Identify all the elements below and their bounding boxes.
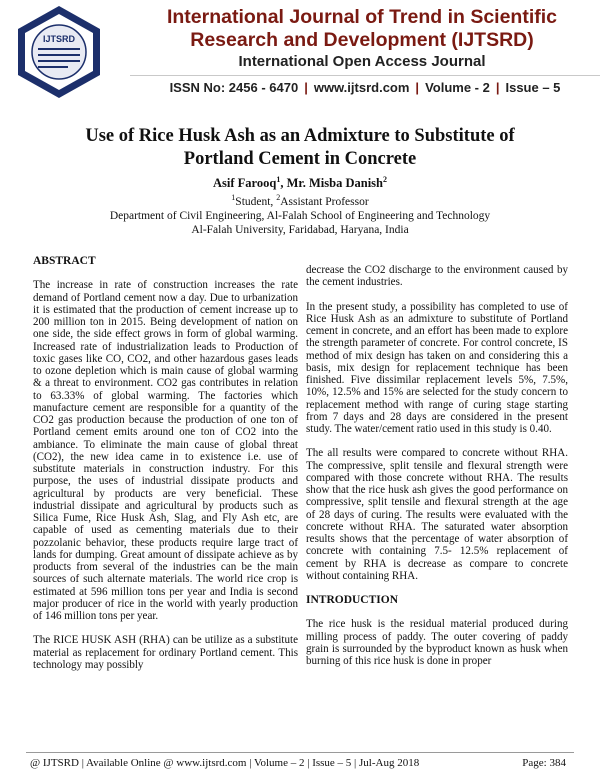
- role-1-sup: 1: [231, 193, 236, 203]
- page-number: Page: 384: [522, 757, 566, 769]
- author-1-sup: 1: [276, 175, 281, 184]
- paper-title: [30, 125, 570, 171]
- paper-title-line1: Use of Rice Husk Ash as an Admixture to Substitute of: [85, 126, 515, 146]
- author-separator: ,: [280, 176, 287, 191]
- role-2: Assistant Professor: [280, 195, 369, 208]
- issn: ISSN No: 2456 - 6470: [169, 80, 299, 95]
- paper-title-block: [30, 125, 570, 237]
- open-access-label: International Open Access Journal: [238, 53, 486, 70]
- author-1: Asif Farooq: [213, 176, 277, 191]
- left-column: [33, 255, 298, 683]
- journal-title-line1: International Journal of Trend in Scientific: [166, 6, 558, 28]
- right-column: [306, 264, 568, 679]
- abstract-paragraph-2: The RICE HUSK ASH (RHA) can be utilize as a substitute material as replacement for ordinary Portland cement. This technology may possibly: [33, 634, 298, 671]
- journal-header: [0, 0, 600, 103]
- journal-title-line2: Research and Development (IJTSRD): [190, 29, 534, 51]
- role-2-sup: 2: [276, 193, 281, 203]
- paper-title-line2: Portland Cement in Concrete: [183, 149, 417, 169]
- footer-divider: [26, 752, 574, 753]
- author-2-sup: 2: [383, 175, 387, 184]
- abstract-heading: ABSTRACT: [33, 255, 96, 267]
- page-footer: [0, 752, 600, 776]
- logo-text: IJTSRD: [42, 34, 76, 44]
- footer-text: @ IJTSRD | Available Online @ www.ijtsrd.com | Volume – 2 | Issue – 5 | Jul-Aug 2018: [30, 757, 420, 769]
- issn-line: ISSN No: 2456 - 6470 | www.ijtsrd.com | Volume - 2 | Issue – 5: [169, 80, 561, 95]
- introduction-heading: INTRODUCTION: [306, 594, 399, 606]
- author-2: Mr. Misba Danish: [286, 176, 383, 191]
- authors: [30, 175, 570, 191]
- introduction-paragraph-1: The rice husk is the residual material produced during milling process of paddy. The outer covering of paddy grain is surrounded by the byproduct known as husk when burning of this rice husk is done in proper: [306, 618, 568, 667]
- author-roles: [30, 191, 570, 209]
- department: Department of Civil Engineering, Al-Falah School of Engineering and Technology: [109, 209, 491, 222]
- right-paragraph-1: decrease the CO2 discharge to the environment caused by the cement industries.: [306, 264, 568, 289]
- right-paragraph-2: In the present study, a possibility has completed to use of Rice Husk Ash as an admixture to substitute of Portland cement in concrete, and an effort has been made to explore the strength parameter of concrete. For control concrete, IS method of mix design has taken on and considering this a basis, mix design for replacement technique has been finished. Five dissimilar replacement levels 5%, 7.5%, 10%, 12.5% and 15% are selected for the study concern to replacement method with range of curing stage starting from 7 days and 28 days are considered in the present study. The water/cement ratio used in this study is 0.40.: [306, 300, 568, 435]
- issue: Issue – 5: [505, 80, 561, 95]
- role-1: Student,: [235, 195, 277, 208]
- volume: Volume - 2: [425, 80, 490, 95]
- ijtsrd-logo: [14, 4, 104, 100]
- journal-title: [132, 6, 592, 52]
- right-paragraph-3: The all results were compared to concrete without RHA. The compressive, split tensile and flexural strength were compared with those concrete without RHA. The results show that the rice husk ash gives the good performance on compressive, split tensile and flexural strength at the age of 28 days of curing. The results were evaluated with the concrete without RHA. The saturated water absorption results shows that the percentage of water absorption of concrete with containing 7.5- 12.5% replacement of cement by RHA is decrease as compare to concrete without containing RHA.: [306, 447, 568, 582]
- abstract-paragraph-1: The increase in rate of construction increases the rate demand of Portland cement now a day. Due to urbanization it is estimated that the production of cement increase up to 200 million ton in 2015. Being development of nation on one side, the side effect grows in form of global warming. Increased rate of industrialization leads to Production of toxic gases like CO, CO2, and other hazardous gases leads to ozone depletion which is main cause of global warming & a threat to environment. CO2 gas contributes in relation to 63.33% of global warming. The factories which manufacture cement are responsible for a quantity of the CO2 gas production because the production of one ton of Portland cement emits around one ton of CO2 into the ambiance. To eliminate the main cause of global threat (CO2), the new idea came in to existence i.e. use of substitute materials in construction industry. For this purpose, the uses of industrial dissipate products and agricultural by products are very beneficial. These industrial dissipate and agricultural by products such as Silica Fume, Rice Husk Ash, Slag, and Fly Ash etc, are capable of used as cementing materials due to their pozzolanic behavior, these products require large tract of lands for dumping. Great amount of dissipate achieve as by products from several of the industries can be the main sources of such alternate materials. The world rice crop is estimated at 596 million tons per year and India is second major producer of rice in the world with yearly production of 146 million tons per year.: [33, 279, 298, 622]
- university: Al-Falah University, Faridabad, Haryana, India: [191, 223, 409, 236]
- website-link[interactable]: www.ijtsrd.com: [313, 80, 410, 95]
